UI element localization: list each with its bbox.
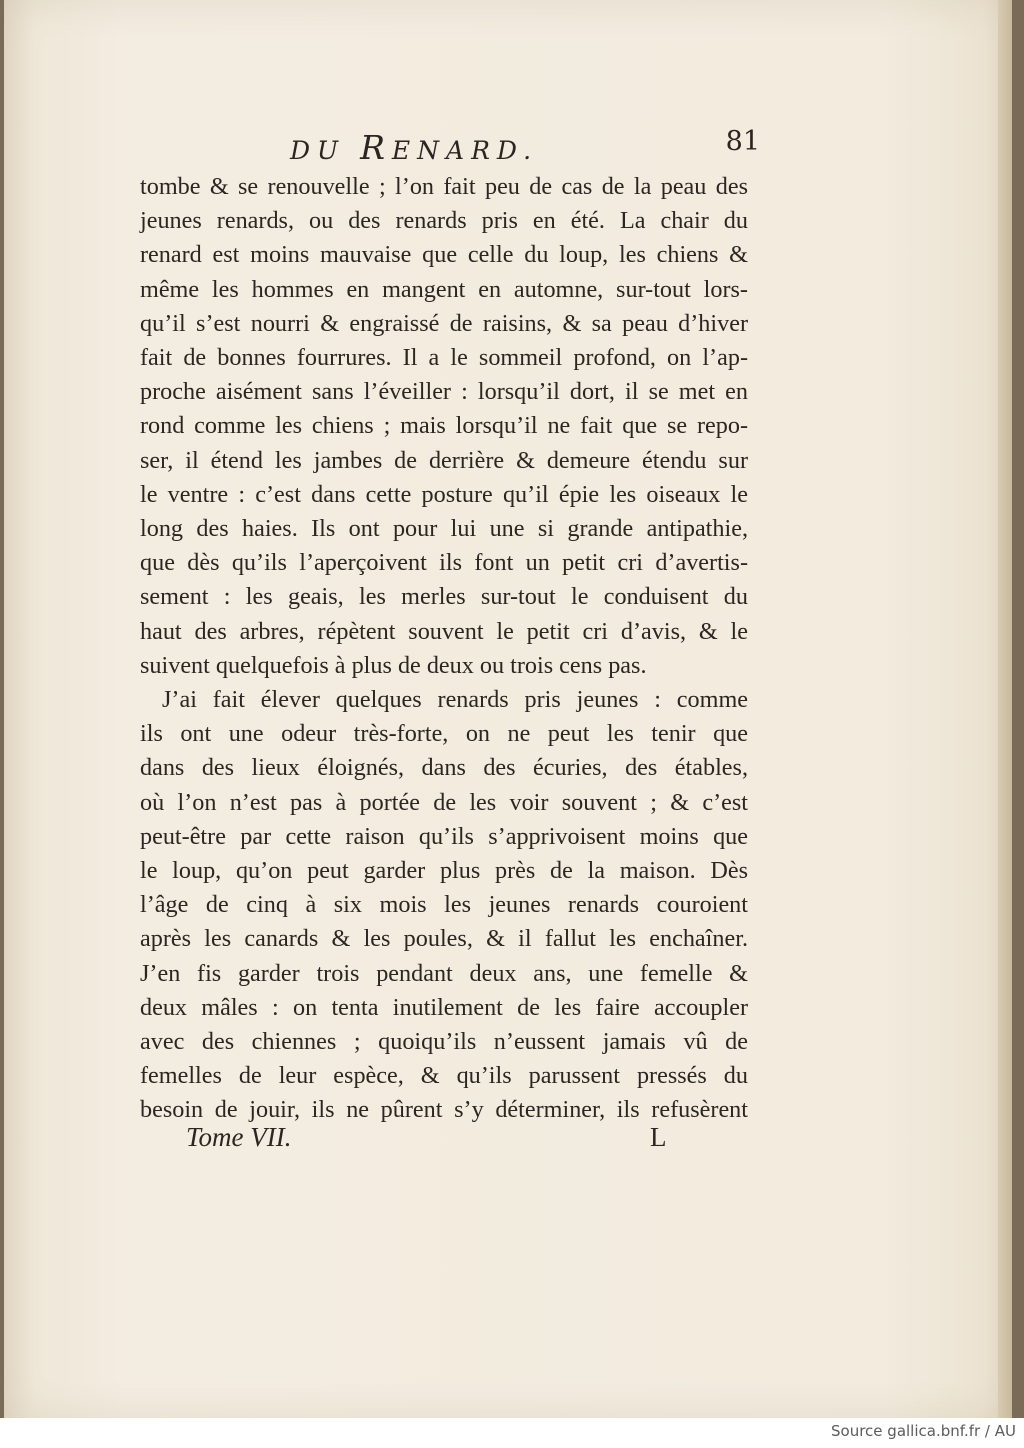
text-line: tombe & se renouvelle ; l’on fait peu de cas de la peau des [140, 173, 748, 200]
text-line: où l’on n’est pas à portée de les voir souvent ; & c’est [140, 788, 748, 816]
text-line: avec des chiennes ; quoiqu’ils n’eussent jamais vû de [140, 1028, 748, 1056]
text-line: femelles de leur espèce, & qu’ils parussent pressés du [140, 1062, 748, 1090]
text-line: le ventre : c’est dans cette posture qu’il épie les oiseaux le [140, 480, 748, 508]
text-line: renard est moins mauvaise que celle du loup, les chiens & [140, 241, 748, 269]
text-line: même les hommes en mangent en automne, sur-tout lors- [140, 275, 748, 303]
text-line: deux mâles : on tenta inutilement de les faire accoupler [140, 993, 748, 1021]
text-line: le loup, qu’on peut garder plus près de la maison. Dès [140, 857, 748, 885]
text-line: rond comme les chiens ; mais lorsqu’il ne fait que se repo- [140, 412, 748, 440]
text-line: que dès qu’ils l’aperçoivent ils font un petit cri d’avertis- [140, 549, 748, 577]
running-head-initial: R [360, 128, 392, 167]
page-edge [998, 0, 1012, 1418]
text-line: besoin de jouir, ils ne pûrent s’y déterminer, ils refusèrent [140, 1096, 748, 1124]
text-line: fait de bonnes fourrures. Il a le sommeil profond, on l’ap- [140, 344, 748, 372]
text-line: qu’il s’est nourri & engraissé de raisins, & sa peau d’hiver [140, 309, 748, 337]
text-line: dans des lieux éloignés, dans des écuries, des étables, [140, 754, 748, 782]
text-line: ils ont une odeur très-forte, on ne peut les tenir que [140, 720, 748, 748]
text-line: jeunes renards, ou des renards pris en été. La chair du [140, 207, 748, 235]
page-number: 81 [725, 126, 760, 157]
running-head [140, 122, 760, 166]
text-line: après les canards & les poules, & il fallut les enchaîner. [140, 925, 748, 953]
volume-signature: Tome VII. [186, 1122, 292, 1152]
running-head-prefix: DU [290, 136, 361, 165]
text-line: peut-être par cette raison qu’ils s’apprivoisent moins que [140, 822, 748, 850]
text-line: ser, il étend les jambes de derrière & demeure étendu sur [140, 446, 748, 474]
body-text [140, 170, 748, 1128]
running-head-rest: ENARD. [391, 136, 539, 165]
signature-mark: L [650, 1122, 667, 1152]
paragraph-first-line: J’ai fait élever quelques renards pris jeunes : comme [162, 686, 748, 714]
text-line: haut des arbres, répètent souvent le petit cri d’avis, & le [140, 617, 748, 645]
paragraph-last-line: suivent quelquefois à plus de deux ou trois cens pas. [140, 651, 647, 679]
source-credit: Source gallica.bnf.fr / AU [831, 1422, 1016, 1440]
page-footer [140, 1122, 748, 1162]
running-head-title [290, 128, 538, 167]
text-line: J’en fis garder trois pendant deux ans, une femelle & [140, 959, 748, 987]
text-line: l’âge de cinq à six mois les jeunes renards couroient [140, 891, 748, 919]
text-line: long des haies. Ils ont pour lui une si grande antipathie, [140, 515, 748, 543]
text-line: sement : les geais, les merles sur-tout le conduisent du [140, 583, 748, 611]
text-line: proche aisément sans l’éveiller : lorsqu’il dort, il se met en [140, 378, 748, 406]
